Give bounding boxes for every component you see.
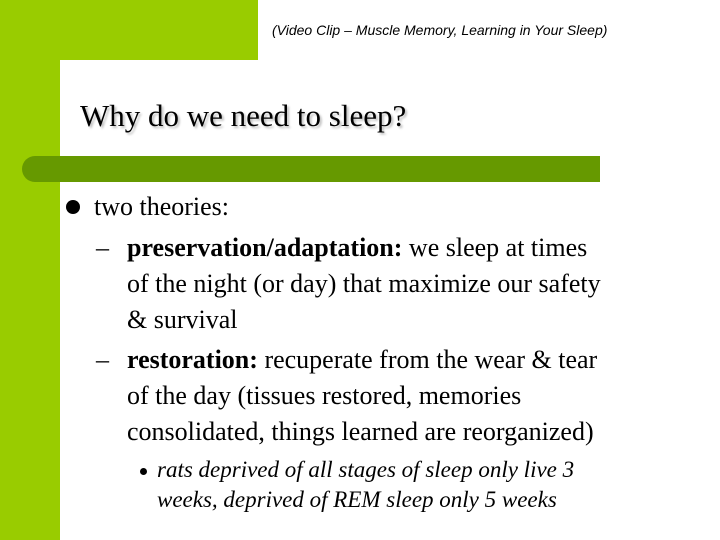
bullet-dot bbox=[66, 200, 80, 214]
term-restoration: restoration: bbox=[127, 345, 258, 374]
bullet-two-theories bbox=[66, 192, 229, 222]
rats-line2: weeks, deprived of REM sleep only 5 weeks bbox=[157, 487, 557, 512]
small-bullet-dot bbox=[140, 468, 147, 475]
bullet-text: two theories: bbox=[94, 192, 230, 221]
sub-sub-bullet-text bbox=[157, 455, 574, 515]
sub2-line3: consolidated, things learned are reorganized) bbox=[127, 417, 594, 446]
slide-title: Why do we need to sleep? bbox=[80, 98, 407, 133]
sub1-line1: we sleep at times bbox=[402, 233, 588, 262]
sub1-line2: of the night (or day) that maximize our safety bbox=[127, 269, 601, 298]
rats-line1: rats deprived of all stages of sleep only live 3 bbox=[157, 457, 575, 482]
video-caption: (Video Clip – Muscle Memory, Learning in Your Sleep) bbox=[272, 22, 608, 38]
sub1-line3: & survival bbox=[127, 305, 238, 334]
dash-marker: – bbox=[96, 233, 109, 262]
term-preservation: preservation/adaptation: bbox=[127, 233, 403, 262]
left-accent-bar bbox=[0, 0, 60, 540]
title-underline-bar bbox=[22, 156, 600, 182]
dash-marker: – bbox=[96, 345, 109, 374]
sub-bullet-text bbox=[127, 230, 717, 338]
sub2-line2: of the day (tissues restored, memories bbox=[127, 381, 522, 410]
sub2-line1: recuperate from the wear & tear bbox=[257, 345, 598, 374]
sub-bullet-text bbox=[127, 342, 717, 450]
